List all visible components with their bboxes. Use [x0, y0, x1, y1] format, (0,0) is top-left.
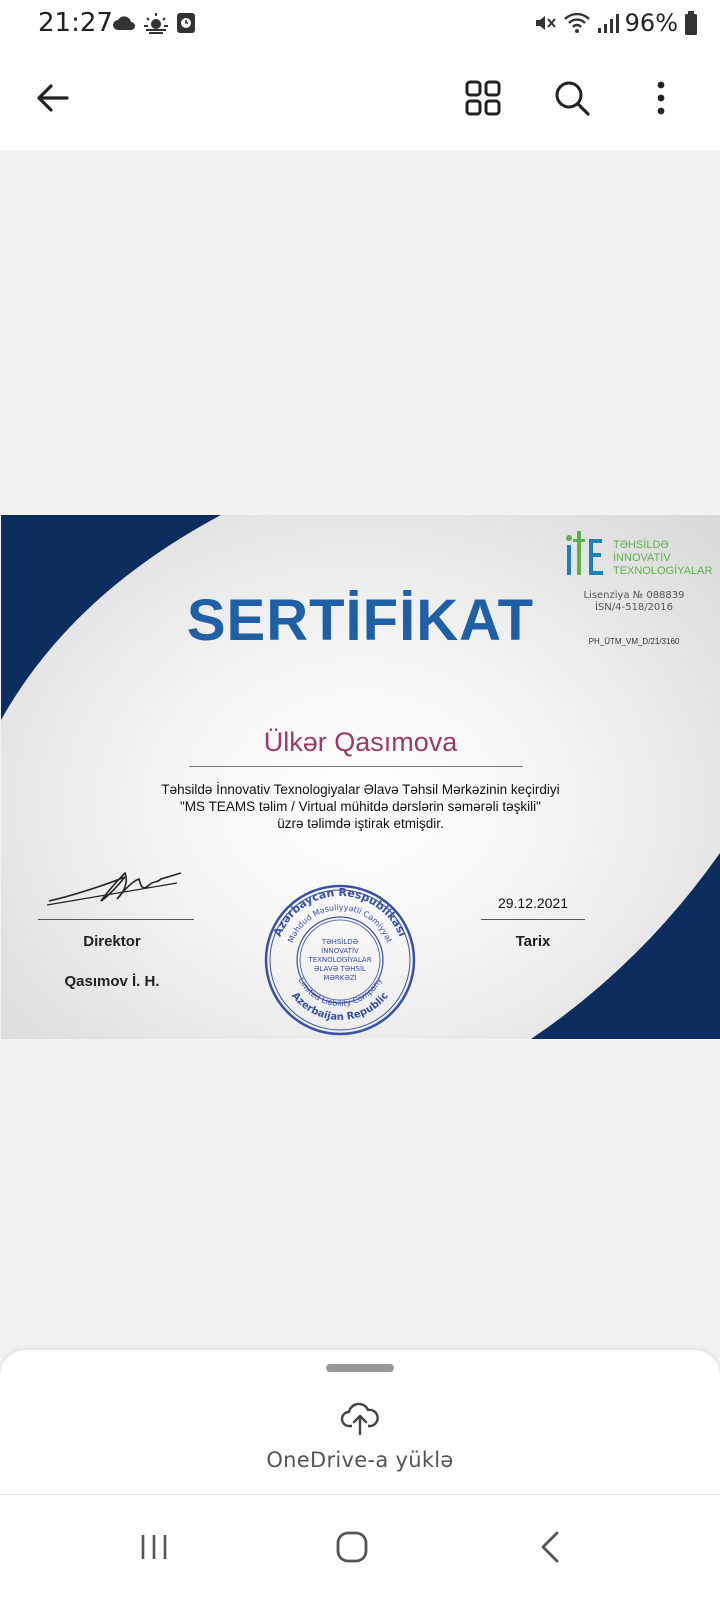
search-icon [554, 80, 590, 116]
license-number: Lisenziya № 088839 [583, 590, 685, 601]
grid-view-button[interactable] [457, 72, 509, 124]
license-info [579, 590, 689, 614]
more-options-button[interactable] [635, 72, 687, 124]
director-name: Qasımov İ. H. [64, 973, 160, 990]
license-code: İSN/4-518/2016 [594, 602, 674, 613]
seal-bottom-inner-text: Limited Liability Company [296, 976, 384, 1009]
wifi-icon [563, 11, 591, 35]
seal-center-line-1: TƏHSİLDƏ [321, 938, 359, 946]
grid-view-icon [465, 80, 501, 116]
recipient-name: Ülkər Qasımova [263, 727, 458, 757]
seal-center-line-3: TEXNOLOGİYALAR [308, 956, 372, 964]
status-time: 21:27 [38, 8, 113, 38]
official-seal [262, 882, 418, 1038]
back-arrow-icon [35, 83, 69, 113]
logo-line-2: İNNOVATİV [613, 552, 671, 564]
signature-line [38, 919, 194, 920]
sunrise-icon [144, 12, 168, 34]
back-button[interactable] [26, 72, 78, 124]
search-button[interactable] [546, 72, 598, 124]
logo-line-1: TƏHSİLDƏ [613, 539, 669, 551]
upload-onedrive-button[interactable] [240, 1390, 480, 1486]
status-bar [0, 0, 720, 46]
seal-outer-text: Azərbaycan Respublikası [270, 885, 410, 939]
certificate-date: 29.12.2021 [497, 895, 569, 911]
description-line-1: Təhsildə İnnovativ Texnologiyalar Əlavə Təhsil Mərkəzinin keçirdiyi [161, 782, 560, 797]
certificate-title: SERTİFİKAT [186, 588, 535, 653]
bottom-sheet [0, 1350, 720, 1494]
upload-onedrive-label: OneDrive-a yüklə [266, 1448, 454, 1472]
home-icon [335, 1530, 369, 1564]
recents-icon [139, 1533, 169, 1561]
seal-center-line-4: ƏLAVƏ TƏHSİL [314, 965, 366, 973]
description-line-3: üzrə təlimdə iştirak etmişdir. [277, 816, 444, 831]
ite-logo-mark-icon [565, 525, 611, 581]
recipient-underline [189, 766, 523, 767]
date-line [481, 919, 585, 920]
app-bar [0, 46, 720, 150]
cloud-upload-icon [340, 1400, 380, 1436]
recents-button[interactable] [124, 1521, 184, 1573]
back-icon [539, 1531, 561, 1563]
system-navigation-bar [0, 1494, 720, 1601]
seal-center-line-2: İNNOVATİV [321, 947, 359, 955]
certificate-description [1, 781, 720, 832]
mute-icon [533, 11, 557, 35]
logo-line-3: TEXNOLOGİYALAR [613, 565, 713, 577]
seal-bottom-outer-text: Azerbaijan Republic [289, 990, 391, 1024]
battery-percent: 96% [624, 9, 678, 37]
clock-app-icon [176, 12, 196, 34]
home-button[interactable] [322, 1521, 382, 1573]
description-line-2: "MS TEAMS təlim / Virtual mühitdə dərslərin səmərəli təşkili" [180, 799, 541, 814]
seal-center-line-5: MƏRKƏZİ [323, 974, 357, 982]
director-label: Direktor [83, 933, 141, 950]
organization-logo [565, 525, 715, 585]
certificate-image[interactable] [1, 515, 720, 1039]
system-back-button[interactable] [520, 1521, 580, 1573]
signal-icon [597, 12, 619, 34]
certificate-code: PH_ÜTM_VM_D/21/3160 [588, 637, 680, 646]
battery-icon [684, 11, 698, 35]
more-options-icon [656, 81, 666, 115]
director-signature-icon [45, 865, 185, 909]
seal-inner-text: Məhdud Məsuliyyətli Cəmiyyət [286, 902, 394, 945]
date-label: Tarix [515, 933, 551, 950]
cloud-icon [112, 14, 136, 32]
sheet-drag-handle[interactable] [326, 1364, 394, 1372]
